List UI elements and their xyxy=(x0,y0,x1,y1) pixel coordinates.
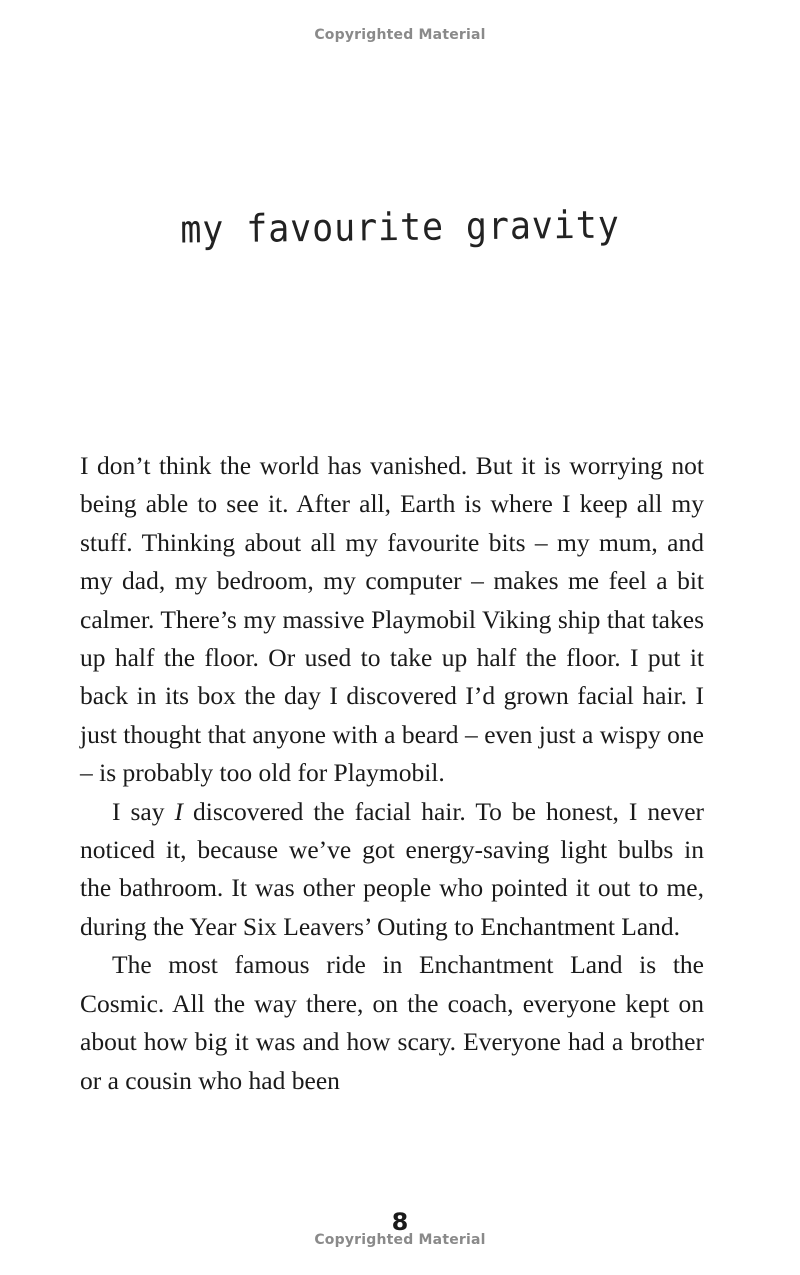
paragraph-2 xyxy=(80,793,704,947)
copyright-watermark-bottom: Copyrighted Material xyxy=(314,1232,486,1248)
paragraph-2-start: I say xyxy=(112,796,175,826)
copyright-watermark-top: Copyrighted Material xyxy=(314,27,486,43)
paragraph-2-emphasis: I xyxy=(174,796,183,826)
paragraph-1: I don’t think the world has vanished. But it is worrying not being able to see it. After all, Earth is where I keep all my stuff. Thinking about all my favourite bits – my mum, and my dad, my bedroom, my computer – makes me feel a bit calmer. There’s my massive Playmobil Viking ship that takes up half the floor. Or used to take up half the floor. I put it back in its box the day I discovered I’d grown facial hair. I just thought that anyone with a beard – even just a wispy one – is probably too old for Playmobil. xyxy=(80,451,704,788)
paragraph-2-end: discovered the facial hair. To be honest, I never noticed it, because we’ve got energy-saving light bulbs in the bathroom. It was other people who pointed it out to me, during the Year Six Leavers’ Outing to Enchantment Land. xyxy=(80,796,705,941)
paragraph-3: The most famous ride in Enchantment Land is the Cosmic. All the way there, on the coach, everyone kept on about how big it was and how scary. Everyone had a brother or a cousin who had been xyxy=(80,950,704,1095)
chapter-title: my favourite gravity xyxy=(180,202,620,252)
page-number: 8 xyxy=(391,1208,409,1236)
body-text xyxy=(80,447,704,1100)
